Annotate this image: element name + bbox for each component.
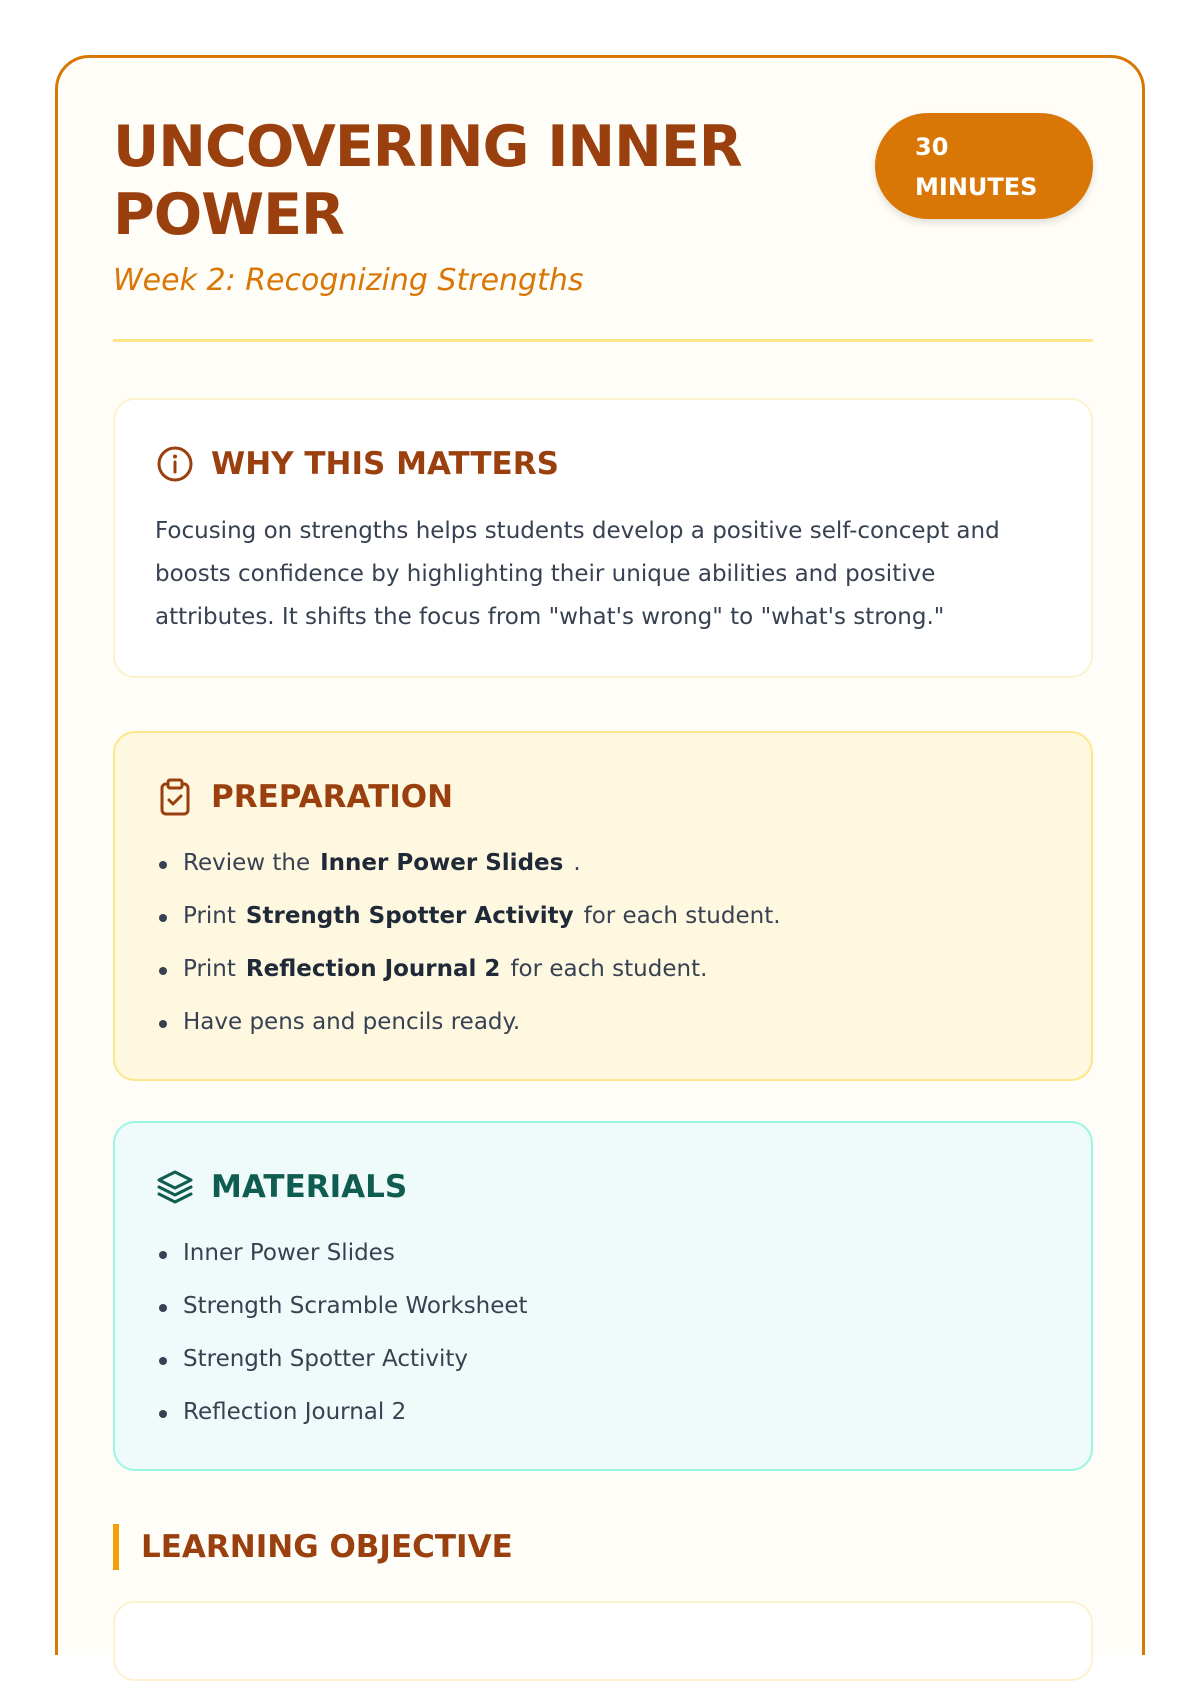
list-item: Have pens and pencils ready. <box>155 996 1051 1049</box>
why-text: Focusing on strengths helps students develop a positive self-concept and boosts confidence by highlighting their unique abilities and positive attributes. It shifts the focus from "what's wrong" to "what's strong." <box>155 518 1000 630</box>
header-divider <box>113 339 1093 342</box>
list-item: Strength Scramble Worksheet <box>155 1280 1051 1333</box>
why-title: WHY THIS MATTERS <box>211 446 559 482</box>
lesson-card <box>55 55 1145 1655</box>
list-item: Review the Inner Power Slides . <box>155 837 1051 890</box>
duration-badge <box>875 113 1093 219</box>
preparation-title: PREPARATION <box>211 779 454 815</box>
lesson-title: UNCOVERING INNER POWER <box>113 114 742 248</box>
duration-value: 30 <box>915 133 949 161</box>
materials-list <box>155 1227 1051 1439</box>
learning-objective-heading: LEARNING OBJECTIVE <box>113 1524 513 1570</box>
clipboard-check-icon <box>155 777 195 817</box>
list-item: Print Reflection Journal 2 for each student. <box>155 943 1051 996</box>
lesson-subtitle: Week 2: Recognizing Strengths <box>113 263 584 298</box>
list-item: Print Strength Spotter Activity for each student. <box>155 890 1051 943</box>
why-this-matters-section <box>113 398 1093 678</box>
list-item: Reflection Journal 2 <box>155 1386 1051 1439</box>
materials-section <box>113 1121 1093 1471</box>
layers-icon <box>155 1167 195 1207</box>
why-heading <box>155 440 1051 488</box>
materials-heading <box>155 1163 1051 1211</box>
learning-objective-box <box>113 1601 1093 1681</box>
info-circle-icon <box>155 444 195 484</box>
duration-unit: MINUTES <box>915 173 1038 201</box>
list-item: Inner Power Slides <box>155 1227 1051 1280</box>
materials-title: MATERIALS <box>211 1169 408 1205</box>
list-item: Strength Spotter Activity <box>155 1333 1051 1386</box>
preparation-list <box>155 837 1051 1049</box>
preparation-section <box>113 731 1093 1081</box>
lesson-header <box>113 113 1093 298</box>
preparation-heading <box>155 773 1051 821</box>
